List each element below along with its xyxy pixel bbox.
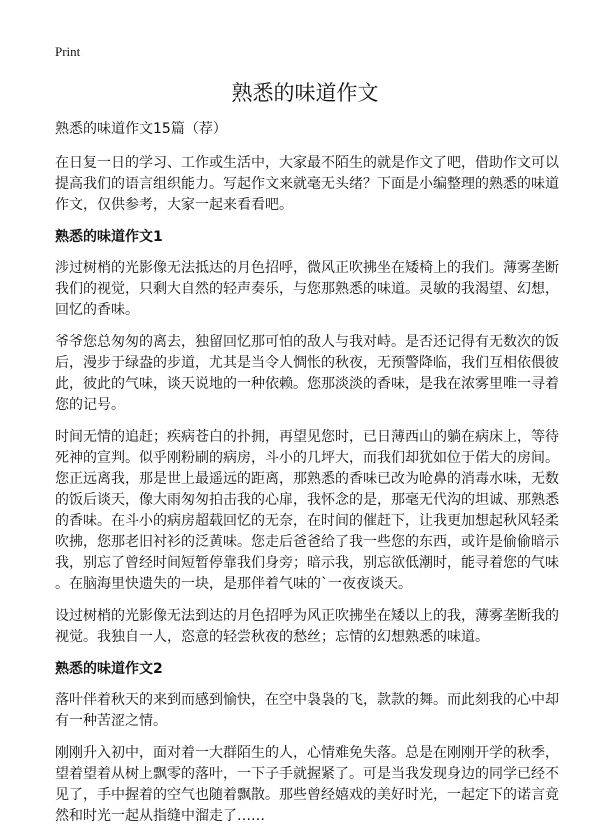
essay-paragraph [55, 606, 559, 648]
essay-paragraph [55, 743, 559, 827]
section-heading: 熟悉的味道作文2 [55, 661, 163, 677]
text-line: 此，彼此的气味，谈天说地的一种依赖。您那淡淡的香味，是我在浓雾里唯一寻着 [55, 376, 559, 392]
text-line: 然和时光一起从指缝中溜走了…… [55, 808, 265, 824]
text-line: 您的记号。 [55, 397, 125, 413]
text-line: 我们的视觉，只剩大自然的轻声奏乐，与您那熟悉的味道。灵敏的我渴望、幻想， [55, 281, 559, 297]
text-line: 视觉。我独自一人，恣意的轻尝秋夜的愁丝；忘情的幻想熟悉的味道。 [55, 629, 489, 645]
text-line: 时间无情的追赶；疾病苍白的扑拥，再望见您时，已日薄西山的躺在病床上，等待 [55, 429, 559, 445]
text-line: 我，别忘了曾经时间短暂停靠我们身旁；暗示我，别忘欲低潮时，能寻着您的气味 [55, 555, 559, 571]
text-line: 提高我们的语言组织能力。写起作文来就毫无头绪？下面是小编整理的熟悉的味道 [55, 176, 559, 192]
text-line: 望着望着从树上飘零的落叶，一下子手就握紧了。可是当我发现身边的同学已经不 [55, 766, 559, 782]
essay-sections [55, 227, 559, 827]
document-page [55, 44, 559, 838]
text-line: 涉过树梢的光影像无法抵达的月色招呼，微风正吹拂坐在矮椅上的我们。薄雾垄断 [55, 260, 559, 276]
page-title: 熟悉的味道作文 [231, 81, 379, 105]
essay-paragraph [55, 427, 559, 595]
essay-paragraph [55, 690, 559, 732]
text-line: 吹拂，您那老旧衬衫的泛黄味。您走后爸爸给了我一些您的东西，或许是偷偷暗示 [55, 534, 559, 550]
text-line: 的饭后谈天，像大雨匆匆拍击我的心扉，我怀念的是，那毫无代沟的坦诚、那熟悉 [55, 492, 559, 508]
text-line: 刚刚升入初中，面对着一大群陌生的人，心情难免失落。总是在刚刚开学的秋季， [55, 745, 559, 761]
text-line: 在日复一日的学习、工作或生活中，大家最不陌生的就是作文了吧，借助作文可以 [55, 155, 559, 171]
text-line: 设过树梢的光影像无法到达的月色招呼为风正吹拂坐在矮以上的我，薄雾垄断我的 [55, 608, 559, 624]
section-heading: 熟悉的味道作文1 [55, 229, 163, 245]
text-line: 作文，仅供参考，大家一起来看看吧。 [55, 197, 293, 213]
text-line: 。在脑海里快遗失的一块，是那伴着气味的`一夜夜谈天。 [55, 576, 412, 592]
essay-paragraph [55, 332, 559, 416]
intro-paragraph [55, 153, 559, 216]
text-line: 爷爷您总匆匆的离去，独留回忆那可怕的敌人与我对峙。是否还记得有无数次的饭 [55, 334, 559, 350]
subtitle: 熟悉的味道作文15篇（荐） [55, 121, 227, 137]
text-line: 落叶伴着秋天的来到而感到愉快，在空中袅袅的飞，款款的舞。而此刻我的心中却 [55, 692, 559, 708]
print-link[interactable]: Print [55, 44, 81, 59]
text-line: 死神的宣判。似乎刚粉刷的病房，斗小的几坪大，而我们却犹如位于偌大的房间。 [55, 450, 559, 466]
text-line: 的香味。在斗小的病房超载回忆的无奈，在时间的催赶下，让我更加想起秋风轻柔 [55, 513, 559, 529]
text-line: 回忆的香味。 [55, 302, 139, 318]
text-line: 见了，手中握着的空气也随着飘散。那些曾经嬉戏的美好时光，一起定下的诺言竟 [55, 787, 559, 803]
text-line: 后，漫步于绿盎的步道，尤其是当令人惆怅的秋夜，无预警降临，我们互相依偎彼 [55, 355, 559, 371]
text-line: 您正远离我，那是世上最遥远的距离，那熟悉的香味已改为呛鼻的消毒水味，无数 [55, 471, 559, 487]
essay-paragraph [55, 258, 559, 321]
text-line: 有一种苦涩之情。 [55, 713, 167, 729]
